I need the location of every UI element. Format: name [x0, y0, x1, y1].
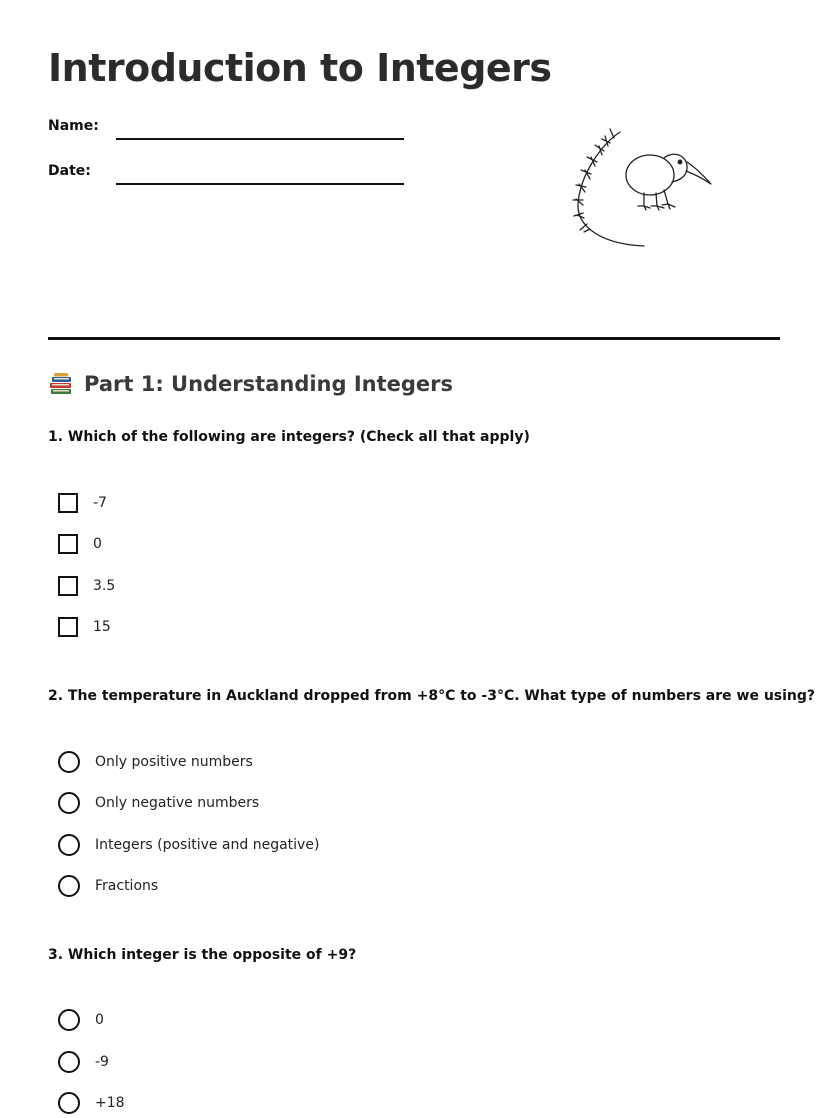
part1-heading-text: Part 1: Understanding Integers: [84, 372, 454, 396]
q2-option-only-positive[interactable]: [58, 750, 253, 774]
worksheet-title: Introduction to Integers: [48, 46, 552, 90]
option-label: Fractions: [95, 878, 159, 894]
q3-option-+18[interactable]: [58, 1091, 125, 1115]
q3-option-0[interactable]: [58, 1008, 104, 1032]
question-3-text: 3. Which integer is the opposite of +9?: [48, 947, 357, 963]
checkbox[interactable]: [58, 617, 78, 637]
section-divider: [48, 337, 780, 340]
question-2-text: 2. The temperature in Auckland dropped from +8°C to -3°C. What type of numbers are we using?: [48, 688, 816, 704]
kiwi-bird-and-fern-icon: [566, 124, 722, 254]
checkbox[interactable]: [58, 493, 78, 513]
option-label: +18: [95, 1095, 125, 1111]
name-label: Name:: [48, 118, 99, 134]
radio-button[interactable]: [58, 1092, 80, 1114]
q1-option-0[interactable]: [58, 532, 102, 556]
option-label: Only negative numbers: [95, 795, 260, 811]
option-label: 0: [93, 536, 102, 552]
q1-option-15[interactable]: [58, 615, 111, 639]
q2-option-integers[interactable]: [58, 833, 319, 857]
radio-button[interactable]: [58, 751, 80, 773]
name-field[interactable]: [116, 138, 404, 140]
q2-option-fractions[interactable]: [58, 874, 158, 898]
option-label: 0: [95, 1012, 104, 1028]
option-label: -7: [93, 495, 107, 511]
date-field[interactable]: [116, 183, 404, 185]
q1-option--7[interactable]: [58, 491, 107, 515]
option-label: -9: [95, 1054, 109, 1070]
q3-option--9[interactable]: [58, 1050, 109, 1074]
option-label: 15: [93, 619, 111, 635]
q2-option-only-negative[interactable]: [58, 791, 259, 815]
radio-button[interactable]: [58, 875, 80, 897]
option-label: Only positive numbers: [95, 754, 253, 770]
checkbox[interactable]: [58, 576, 78, 596]
radio-button[interactable]: [58, 1051, 80, 1073]
option-label: Integers (positive and negative): [95, 837, 320, 853]
q1-option-3-5[interactable]: [58, 574, 115, 598]
books-icon: [48, 372, 74, 396]
radio-button[interactable]: [58, 792, 80, 814]
date-label: Date:: [48, 163, 91, 179]
option-label: 3.5: [93, 578, 116, 594]
part1-heading: [48, 372, 453, 396]
question-1-text: 1. Which of the following are integers? (Check all that apply): [48, 429, 530, 445]
radio-button[interactable]: [58, 1009, 80, 1031]
checkbox[interactable]: [58, 534, 78, 554]
radio-button[interactable]: [58, 834, 80, 856]
